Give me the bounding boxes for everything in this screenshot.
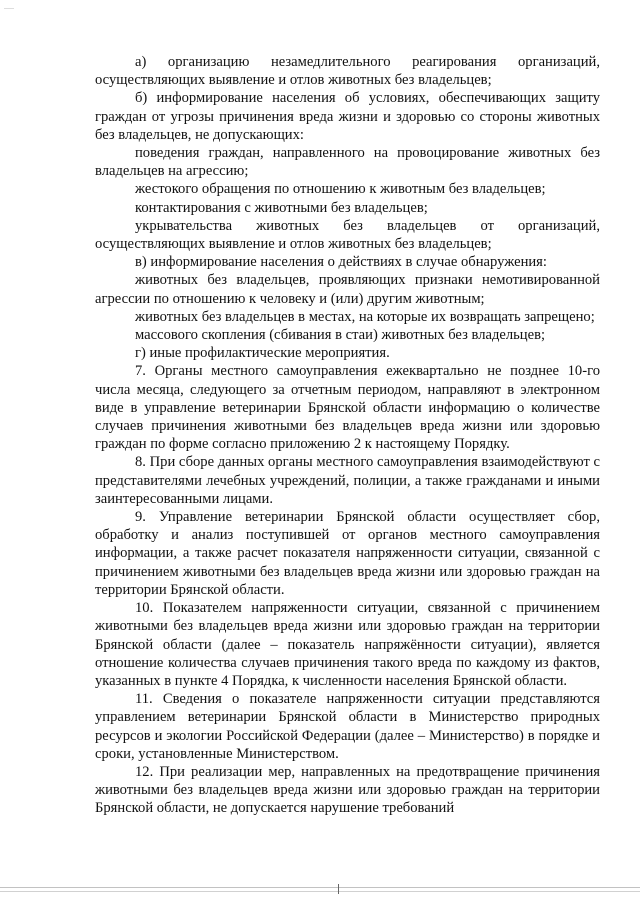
clause-9: 9. Управление ветеринарии Брянской области осуществляет сбор, обработку и анализ поступившей от органов местного самоуправления информации, а также расчет показателя напряженности ситуации, связанной с причинением животными без владельцев вреда жизни или здоровью граждан на территории Брянской области. bbox=[95, 509, 600, 598]
clause-10: 10. Показателем напряженности ситуации, связанной с причинением животными без владельцев вреда жизни или здоровью граждан на территории Брянской области (далее – показатель напряжённости ситуации), является отношение количества случаев причинения такого вреда по каждому из фактов, указанных в пункте 4 Порядка, к численности населения Брянской области. bbox=[95, 600, 600, 689]
scan-edge-line bbox=[0, 891, 640, 892]
paragraph-v: в) информирование населения о действиях в случае обнаружения: bbox=[135, 254, 547, 271]
clause-7: 7. Органы местного самоуправления ежеквартально не позднее 10-го числа месяца, следующего за отчетным периодом, направляют в электронном виде в управление ветеринарии Брянской области информацию о количестве случаев причинения животными без владельцев вреда жизни или здоровью граждан по форме согласно приложению 2 к настоящему Порядку. bbox=[95, 363, 600, 453]
list-item: животных без владельцев в местах, на которые их возвращать запрещено; bbox=[135, 308, 595, 325]
paragraph-b: б) информирование населения об условиях, обеспечивающих защиту граждан от угрозы причинения вреда жизни и здоровью со стороны животных без владельцев, не допускающих: bbox=[95, 90, 600, 143]
list-item: жестокого обращения по отношению к животным без владельцев; bbox=[135, 181, 546, 198]
scan-edge-line bbox=[0, 887, 640, 888]
list-item: животных без владельцев, проявляющих признаки немотивированной агрессии по отношению к человеку и (или) другим животным; bbox=[95, 272, 600, 307]
list-item: массового скопления (сбивания в стаи) животных без владельцев; bbox=[135, 327, 546, 344]
clause-12: 12. При реализации мер, направленных на предотвращение причинения животными без владельцев вреда жизни или здоровью граждан на территории Брянской области, не допускается нарушение требований bbox=[95, 763, 600, 817]
paragraph-a: а) организацию незамедлительного реагирования организаций, осуществляющих выявление и отлов животных без владельцев; bbox=[95, 54, 600, 89]
document-body bbox=[95, 53, 600, 818]
list-item: укрывательства животных без владельцев от организаций, осуществляющих выявление и отлов животных без владельцев; bbox=[95, 217, 600, 253]
scan-edge-mark bbox=[338, 884, 339, 894]
scan-artifact bbox=[4, 8, 14, 9]
list-item: контактирования с животными без владельцев; bbox=[135, 199, 428, 216]
clause-11: 11. Сведения о показателе напряженности ситуации представляются управлением ветеринарии Брянской области в Министерство природных ресурсов и экологии Российской Федерации (далее – Министерство) в порядке и сроки, установленные Министерством. bbox=[95, 691, 600, 762]
clause-8: 8. При сборе данных органы местного самоуправления взаимодействуют с представителями лечебных учреждений, полиции, а также гражданами и иными заинтересованными лицами. bbox=[95, 454, 600, 507]
list-item: поведения граждан, направленного на провоцирование животных без владельцев на агрессию; bbox=[95, 145, 600, 180]
paragraph-g: г) иные профилактические мероприятия. bbox=[135, 345, 390, 362]
